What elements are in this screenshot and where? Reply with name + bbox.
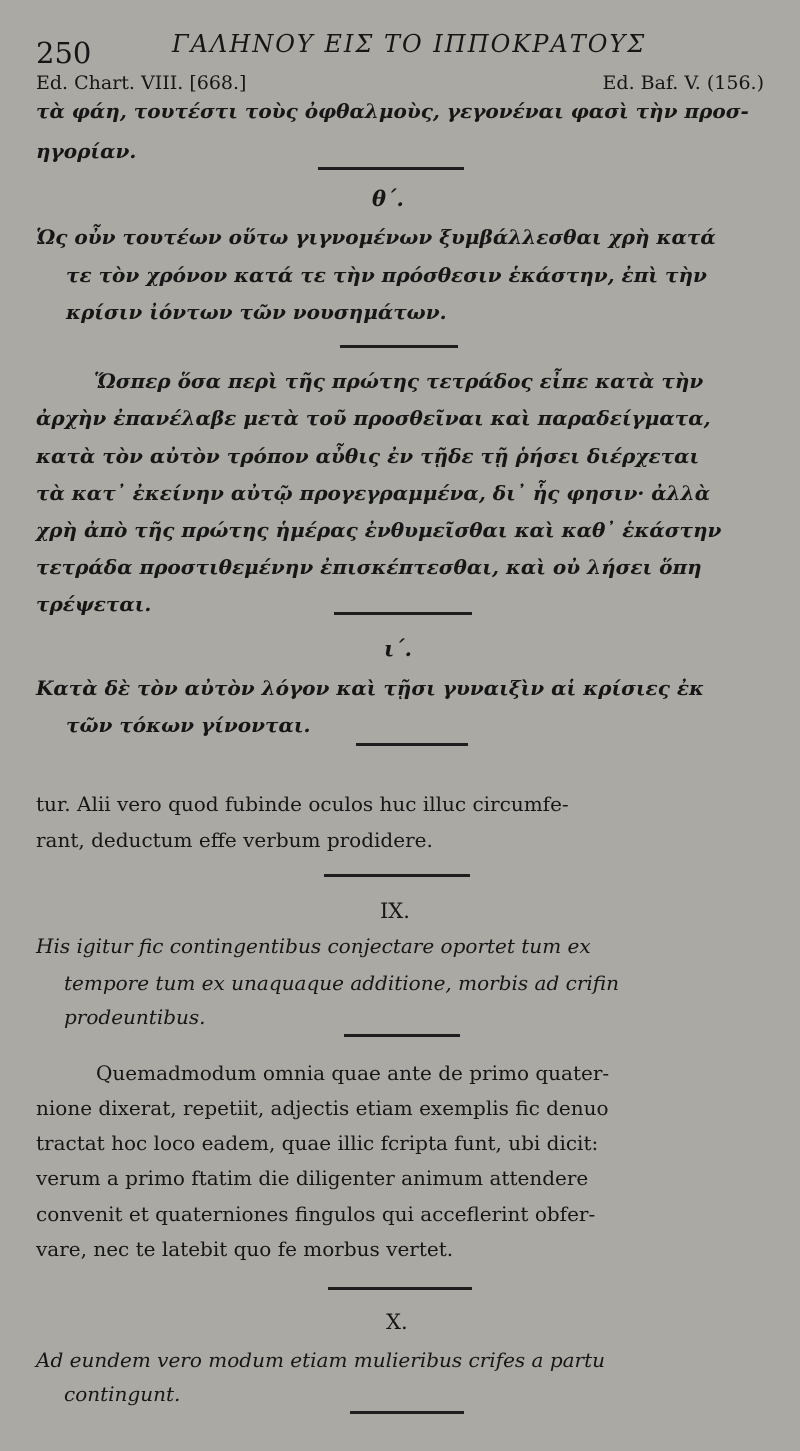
latin-aphorism-line: tempore tum ex unaquaque additione, morbis ad crifin (64, 971, 619, 995)
greek-aphorism-line: τῶν τόκων γίνονται. (66, 713, 311, 737)
running-title: ΓΑΛΗΝΟΥ ΕΙΣ ΤΟ ΙΠΠΟΚΡΑΤΟΥΣ (172, 30, 647, 58)
latin-intro-line: rant, deductum effe verbum prodidere. (36, 828, 433, 852)
latin-intro-line: tur. Alii vero quod fubinde oculos huc illuc circumfe- (36, 792, 569, 816)
greek-commentary-line: τὰ κατ᾽ ἐκείνην αὐτῷ προγεγραμμένα, δι᾽ ἧς φησιν· ἀλλὰ (36, 481, 711, 505)
greek-commentary-line: τετράδα προστιθεμένην ἐπισκέπτεσθαι, καὶ οὐ λήσει ὅπη (36, 555, 702, 579)
section-divider (344, 1034, 460, 1037)
greek-section-number: θ΄. (372, 186, 404, 211)
latin-commentary-line: convenit et quaterniones fingulos qui acceflerint obfer- (36, 1202, 596, 1226)
greek-aphorism-line: Κατὰ δὲ τὸν αὐτὸν λόγον καὶ τῇσι γυναιξὶν αἱ κρίσιες ἐκ (36, 676, 704, 700)
page-number: 250 (36, 36, 92, 70)
greek-section-number: ι΄. (384, 636, 412, 661)
greek-commentary-line: τρέψεται. (36, 592, 152, 616)
latin-commentary-line: vare, nec te latebit quo fe morbus vertet. (36, 1237, 454, 1261)
latin-aphorism-line: contingunt. (64, 1382, 181, 1406)
greek-aphorism-line: κρίσιν ἰόντων τῶν νουσημάτων. (66, 300, 447, 324)
section-divider (334, 612, 472, 615)
greek-intro-line: ηγορίαν. (36, 139, 137, 163)
edition-reference-right: Ed. Baf. V. (156.) (602, 72, 764, 94)
latin-commentary-line: tractat hoc loco eadem, quae illic fcripta funt, ubi dicit: (36, 1131, 599, 1155)
greek-commentary-line: χρὴ ἀπὸ τῆς πρώτης ἡμέρας ἐνθυμεῖσθαι καὶ καθ᾽ ἑκάστην (36, 518, 722, 542)
section-divider (340, 345, 458, 348)
section-divider (328, 1287, 472, 1290)
latin-aphorism-line: prodeuntibus. (64, 1005, 206, 1029)
greek-commentary-line: κατὰ τὸν αὐτὸν τρόπον αὖθις ἐν τῇδε τῇ ῥήσει διέρχεται (36, 444, 700, 468)
section-divider (324, 874, 470, 877)
latin-commentary-line: verum a primo ftatim die diligenter animum attendere (36, 1166, 589, 1190)
greek-commentary-line: Ὥσπερ ὅσα περὶ τῆς πρώτης τετράδος εἶπε κατὰ τὴν (94, 369, 704, 393)
section-divider (350, 1411, 464, 1414)
latin-commentary-line: Quemadmodum omnia quae ante de primo quater- (96, 1061, 610, 1085)
latin-aphorism-line: His igitur fic contingentibus conjectare oportet tum ex (36, 934, 591, 958)
edition-reference-left: Ed. Chart. VIII. [668.] (36, 72, 247, 94)
latin-commentary-line: nione dixerat, repetiit, adjectis etiam exemplis fic denuo (36, 1096, 609, 1120)
section-divider (356, 743, 468, 746)
latin-section-number: X. (386, 1310, 408, 1334)
greek-aphorism-line: τε τὸν χρόνον κατά τε τὴν πρόσθεσιν ἑκάστην, ἐπὶ τὴν (66, 263, 707, 287)
latin-aphorism-line: Ad eundem vero modum etiam mulieribus crifes a partu (36, 1348, 606, 1372)
greek-commentary-line: ἀρχὴν ἐπανέλαβε μετὰ τοῦ προσθεῖναι καὶ παραδείγματα, (36, 406, 711, 430)
greek-intro-line: τὰ φάη, τουτέστι τοὺς ὀφθαλμοὺς, γεγονέναι φασὶ τὴν προσ- (36, 99, 749, 123)
greek-aphorism-line: Ὡς οὖν τουτέων οὕτω γιγνομένων ξυμβάλλεσθαι χρὴ κατά (36, 225, 716, 249)
latin-section-number: IX. (380, 899, 410, 923)
section-divider (318, 167, 464, 170)
